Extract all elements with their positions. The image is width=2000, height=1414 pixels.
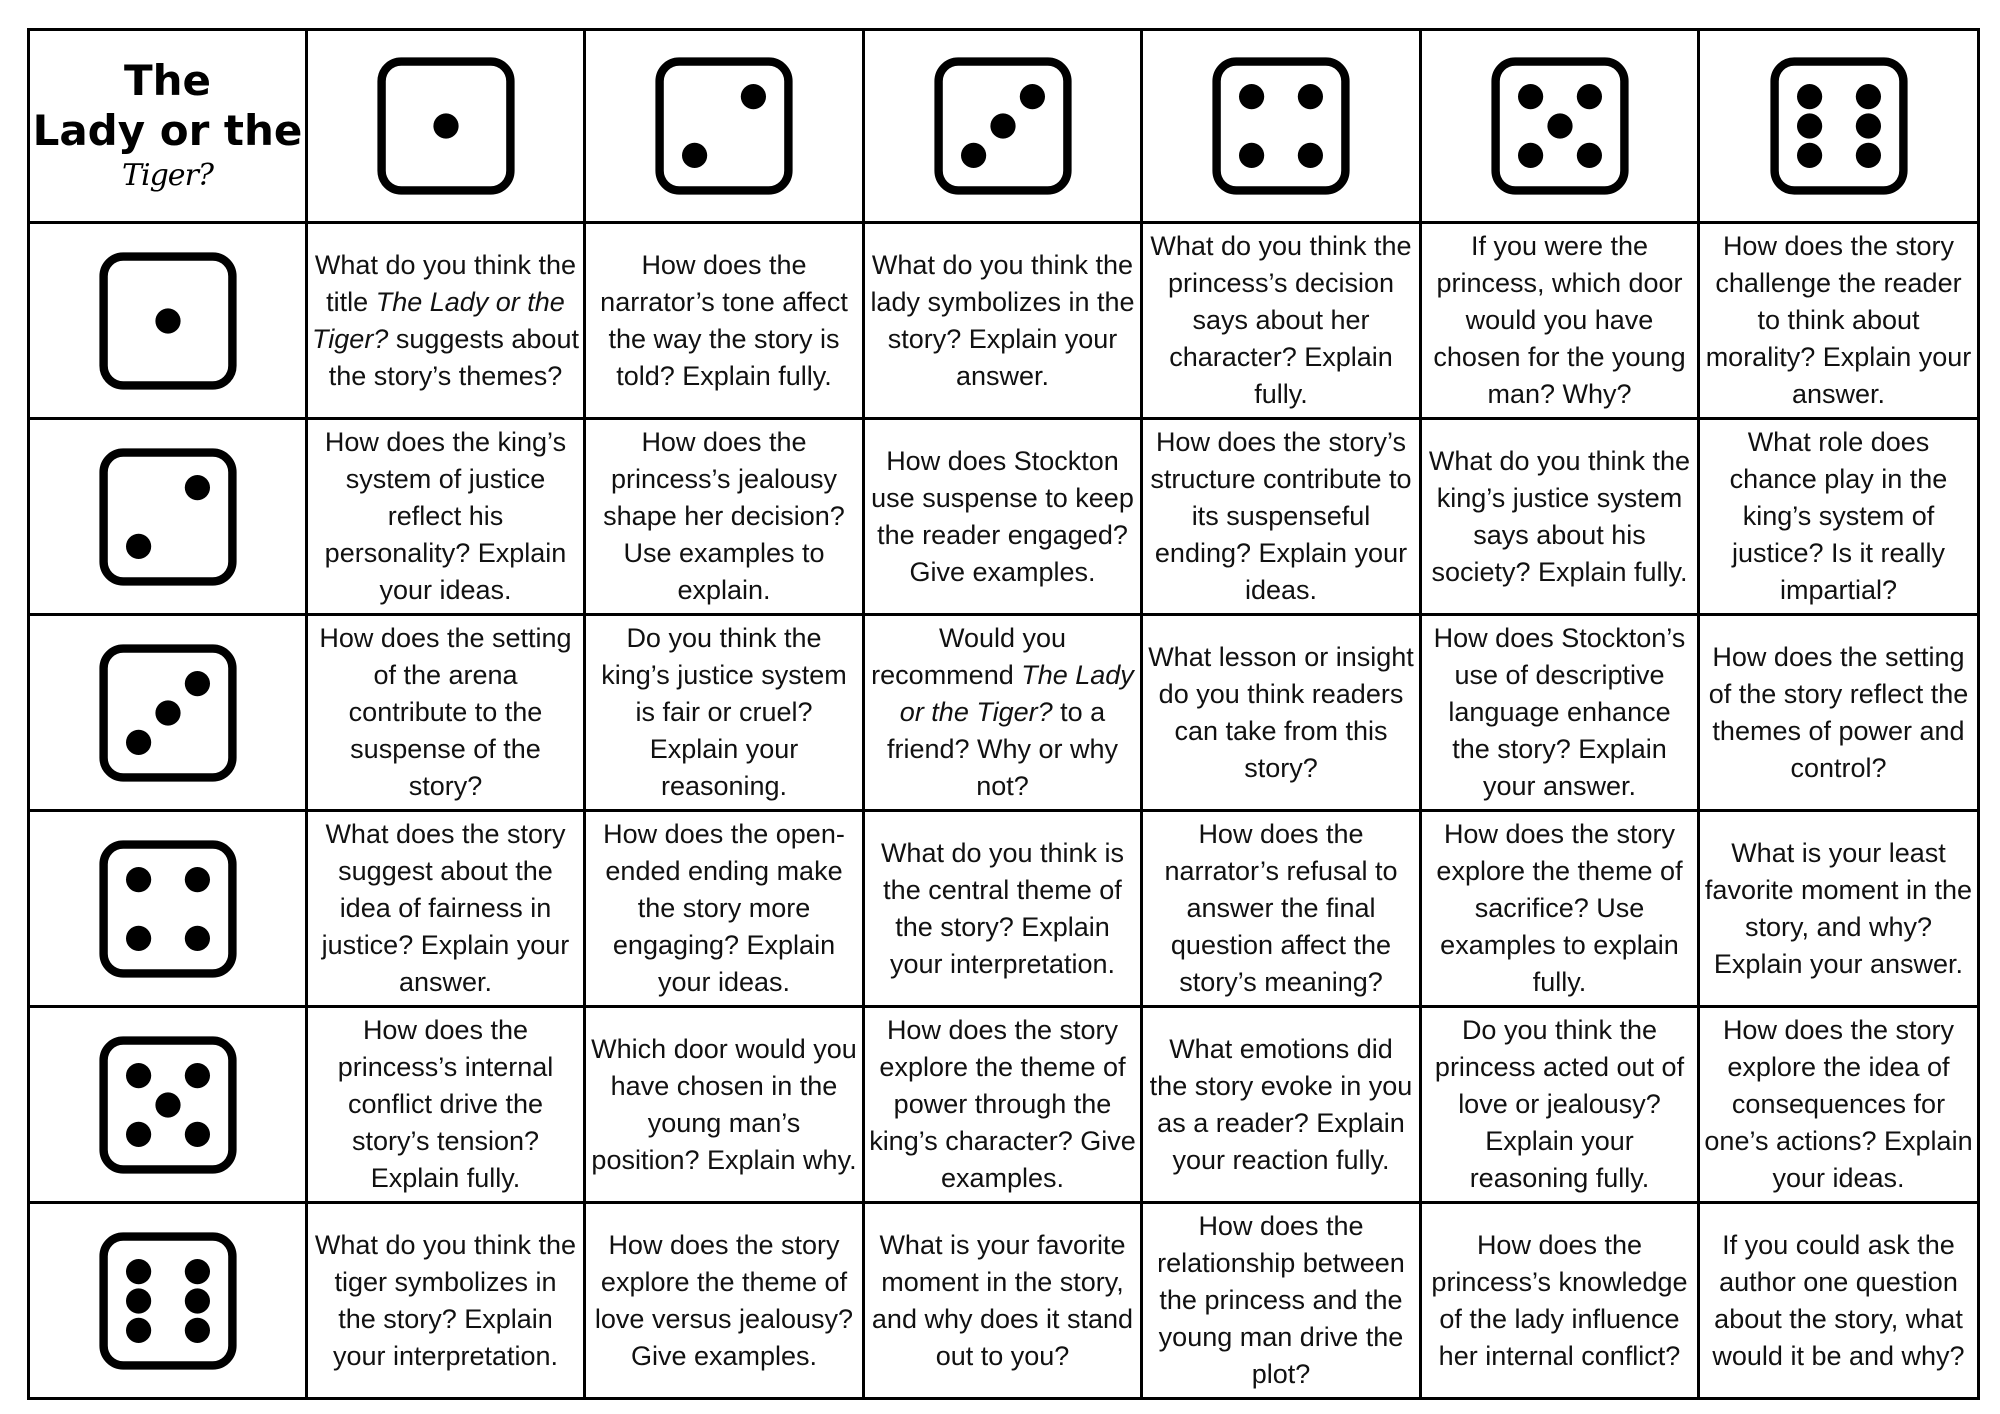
question-cell: Do you think the princess acted out of love or jealousy? Explain your reasoning fully. — [1421, 1007, 1699, 1203]
die-face-five-icon — [1490, 56, 1630, 196]
story-title-italic: The Lady or the Tiger? — [899, 660, 1134, 727]
question-cell — [307, 223, 585, 419]
die-face-five-icon — [98, 1035, 238, 1175]
die-face-four-icon — [98, 839, 238, 979]
question-cell: What emotions did the story evoke in you as a reader? Explain your reaction fully. — [1142, 1007, 1421, 1203]
question-cell: What is your favorite moment in the story, and why does it stand out to you? — [864, 1203, 1142, 1399]
question-cell: If you could ask the author one question about the story, what would it be and why? — [1699, 1203, 1979, 1399]
header-row — [29, 30, 1979, 223]
discussion-dice-grid — [27, 28, 1980, 1400]
column-header-6 — [1699, 30, 1979, 223]
column-header-5 — [1421, 30, 1699, 223]
question-cell: What do you think the tiger symbolizes in the story? Explain your interpretation. — [307, 1203, 585, 1399]
question-cell: How does the story explore the theme of sacrifice? Use examples to explain fully. — [1421, 811, 1699, 1007]
question-cell: What role does chance play in the king’s system of justice? Is it really impartial? — [1699, 419, 1979, 615]
title-line-2: Lady or the — [32, 106, 303, 155]
question-cell — [864, 615, 1142, 811]
question-cell: How does the king’s system of justice reflect his personality? Explain your ideas. — [307, 419, 585, 615]
question-text-before: Would you recommend — [871, 623, 1067, 690]
question-text-after: suggests about the story’s themes? — [328, 323, 579, 391]
question-cell: How does the setting of the arena contribute to the suspense of the story? — [307, 615, 585, 811]
story-title-italic: The Lady or the Tiger? — [312, 286, 565, 354]
title-cell — [29, 30, 307, 223]
row-header-6 — [29, 1203, 307, 1399]
question-row-4 — [29, 811, 1979, 1007]
die-face-two-icon — [654, 56, 794, 196]
question-cell: How does Stockton’s use of descriptive language enhance the story? Explain your answer. — [1421, 615, 1699, 811]
column-header-1 — [307, 30, 585, 223]
die-face-one-icon — [98, 251, 238, 391]
question-cell: If you were the princess, which door would you have chosen for the young man? Why? — [1421, 223, 1699, 419]
die-face-six-icon — [1769, 56, 1909, 196]
die-face-six-icon — [98, 1231, 238, 1371]
question-cell: Which door would you have chosen in the young man’s position? Explain why. — [585, 1007, 864, 1203]
question-cell: How does the open-ended ending make the story more engaging? Explain your ideas. — [585, 811, 864, 1007]
question-cell: How does the princess’s knowledge of the lady influence her internal conflict? — [1421, 1203, 1699, 1399]
row-header-4 — [29, 811, 307, 1007]
die-face-three-icon — [98, 643, 238, 783]
column-header-2 — [585, 30, 864, 223]
die-face-one-icon — [376, 56, 516, 196]
question-cell: What does the story suggest about the idea of fairness in justice? Explain your answer. — [307, 811, 585, 1007]
question-cell: What do you think is the central theme of the story? Explain your interpretation. — [864, 811, 1142, 1007]
row-header-3 — [29, 615, 307, 811]
question-row-6 — [29, 1203, 1979, 1399]
question-row-1 — [29, 223, 1979, 419]
row-header-5 — [29, 1007, 307, 1203]
question-cell: What do you think the lady symbolizes in the story? Explain your answer. — [864, 223, 1142, 419]
column-header-3 — [864, 30, 1142, 223]
question-cell: How does the princess’s jealousy shape her decision? Use examples to explain. — [585, 419, 864, 615]
die-face-four-icon — [1211, 56, 1351, 196]
row-header-1 — [29, 223, 307, 419]
question-text-before: What do you think the title — [314, 249, 577, 317]
question-cell: How does the story explore the theme of love versus jealousy? Give examples. — [585, 1203, 864, 1399]
title-line-3: Tiger? — [122, 158, 213, 193]
question-cell: What do you think the king’s justice system says about his society? Explain fully. — [1421, 419, 1699, 615]
die-face-two-icon — [98, 447, 238, 587]
question-cell: How does Stockton use suspense to keep the reader engaged? Give examples. — [864, 419, 1142, 615]
question-cell: Do you think the king’s justice system is fair or cruel? Explain your reasoning. — [585, 615, 864, 811]
question-cell: How does the setting of the story reflect the themes of power and control? — [1699, 615, 1979, 811]
question-cell: How does the story’s structure contribute to its suspenseful ending? Explain your ideas. — [1142, 419, 1421, 615]
row-header-2 — [29, 419, 307, 615]
question-row-2 — [29, 419, 1979, 615]
question-cell: How does the narrator’s refusal to answer the final question affect the story’s meaning? — [1142, 811, 1421, 1007]
question-cell: How does the relationship between the princess and the young man drive the plot? — [1142, 1203, 1421, 1399]
question-cell: What is your least favorite moment in the story, and why? Explain your answer. — [1699, 811, 1979, 1007]
question-cell: How does the story explore the idea of consequences for one’s actions? Explain your ideas. — [1699, 1007, 1979, 1203]
question-text-after: to a friend? Why or why not? — [886, 697, 1119, 801]
question-cell: How does the story explore the theme of power through the king’s character? Give examples. — [864, 1007, 1142, 1203]
question-cell: How does the narrator’s tone affect the way the story is told? Explain fully. — [585, 223, 864, 419]
question-cell: What lesson or insight do you think readers can take from this story? — [1142, 615, 1421, 811]
column-header-4 — [1142, 30, 1421, 223]
question-row-5 — [29, 1007, 1979, 1203]
title-line-1: The — [123, 56, 212, 105]
question-cell: How does the story challenge the reader to think about morality? Explain your answer. — [1699, 223, 1979, 419]
die-face-three-icon — [933, 56, 1073, 196]
question-cell: What do you think the princess’s decision says about her character? Explain fully. — [1142, 223, 1421, 419]
question-row-3 — [29, 615, 1979, 811]
question-cell: How does the princess’s internal conflict drive the story’s tension? Explain fully. — [307, 1007, 585, 1203]
